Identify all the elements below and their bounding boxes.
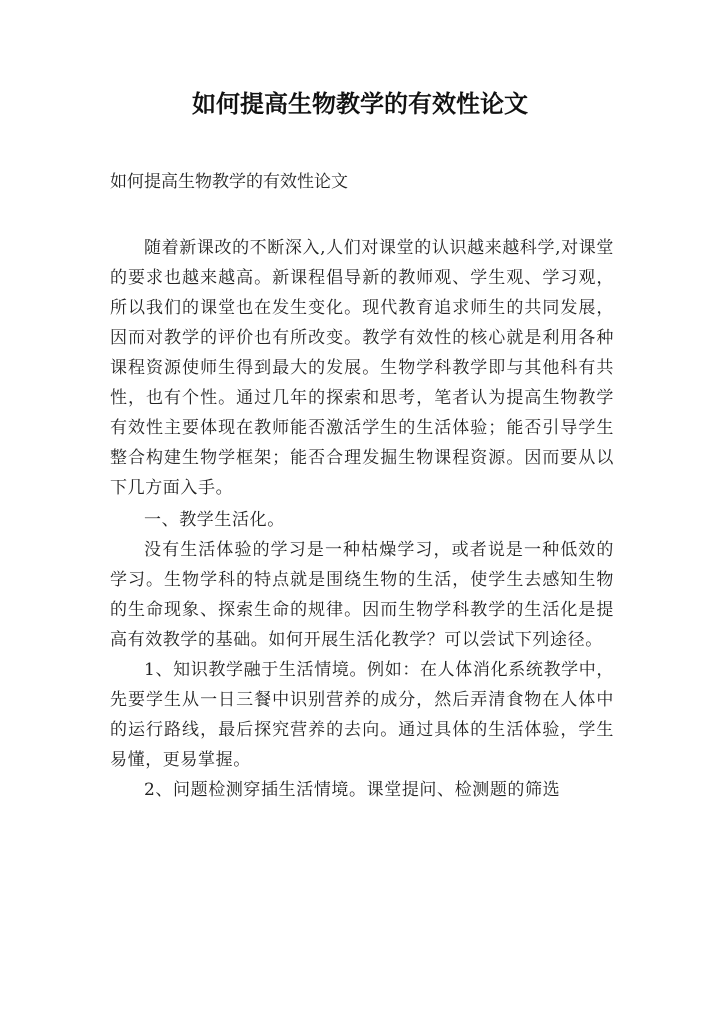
document-body bbox=[110, 233, 614, 805]
document-title: 如何提高生物教学的有效性论文 bbox=[192, 89, 528, 118]
paragraph-section-1: 没有生活体验的学习是一种枯燥学习，或者说是一种低效的学习。生物学科的特点就是围绕生物的生活，使学生去感知生物的生命现象、探索生命的规律。因而生物学科教学的生活化是提高有效教学的基础。如何开展生活化教学？可以尝试下列途径。 bbox=[110, 540, 614, 650]
document-subtitle: 如何提高生物教学的有效性论文 bbox=[110, 172, 348, 192]
paragraph-item-2: 2、问题检测穿插生活情境。课堂提问、检测题的筛选 bbox=[144, 780, 561, 800]
section-heading-1: 一、教学生活化。 bbox=[144, 510, 285, 530]
paragraph-intro: 随着新课改的不断深入,人们对课堂的认识越来越科学,对课堂的要求也越来越高。新课程倡导新的教师观、学生观、学习观，所以我们的课堂也在发生变化。现代教育追求师生的共同发展，因而对教学的评价也有所改变。教学有效性的核心就是利用各种课程资源使师生得到最大的发展。生物学科教学即与其他科有共性，也有个性。通过几年的探索和思考，笔者认为提高生物教学有效性主要体现在教师能否激活学生的生活体验；能否引导学生整合构建生物学框架；能否合理发掘生物课程资源。因而要从以下几方面入手。 bbox=[110, 238, 614, 498]
paragraph-item-1: 1、知识教学融于生活情境。例如：在人体消化系统教学中，先要学生从一日三餐中识别营养的成分，然后弄清食物在人体中的运行路线，最后探究营养的去向。通过具体的生活体验，学生易懂，更易掌握。 bbox=[110, 660, 614, 770]
